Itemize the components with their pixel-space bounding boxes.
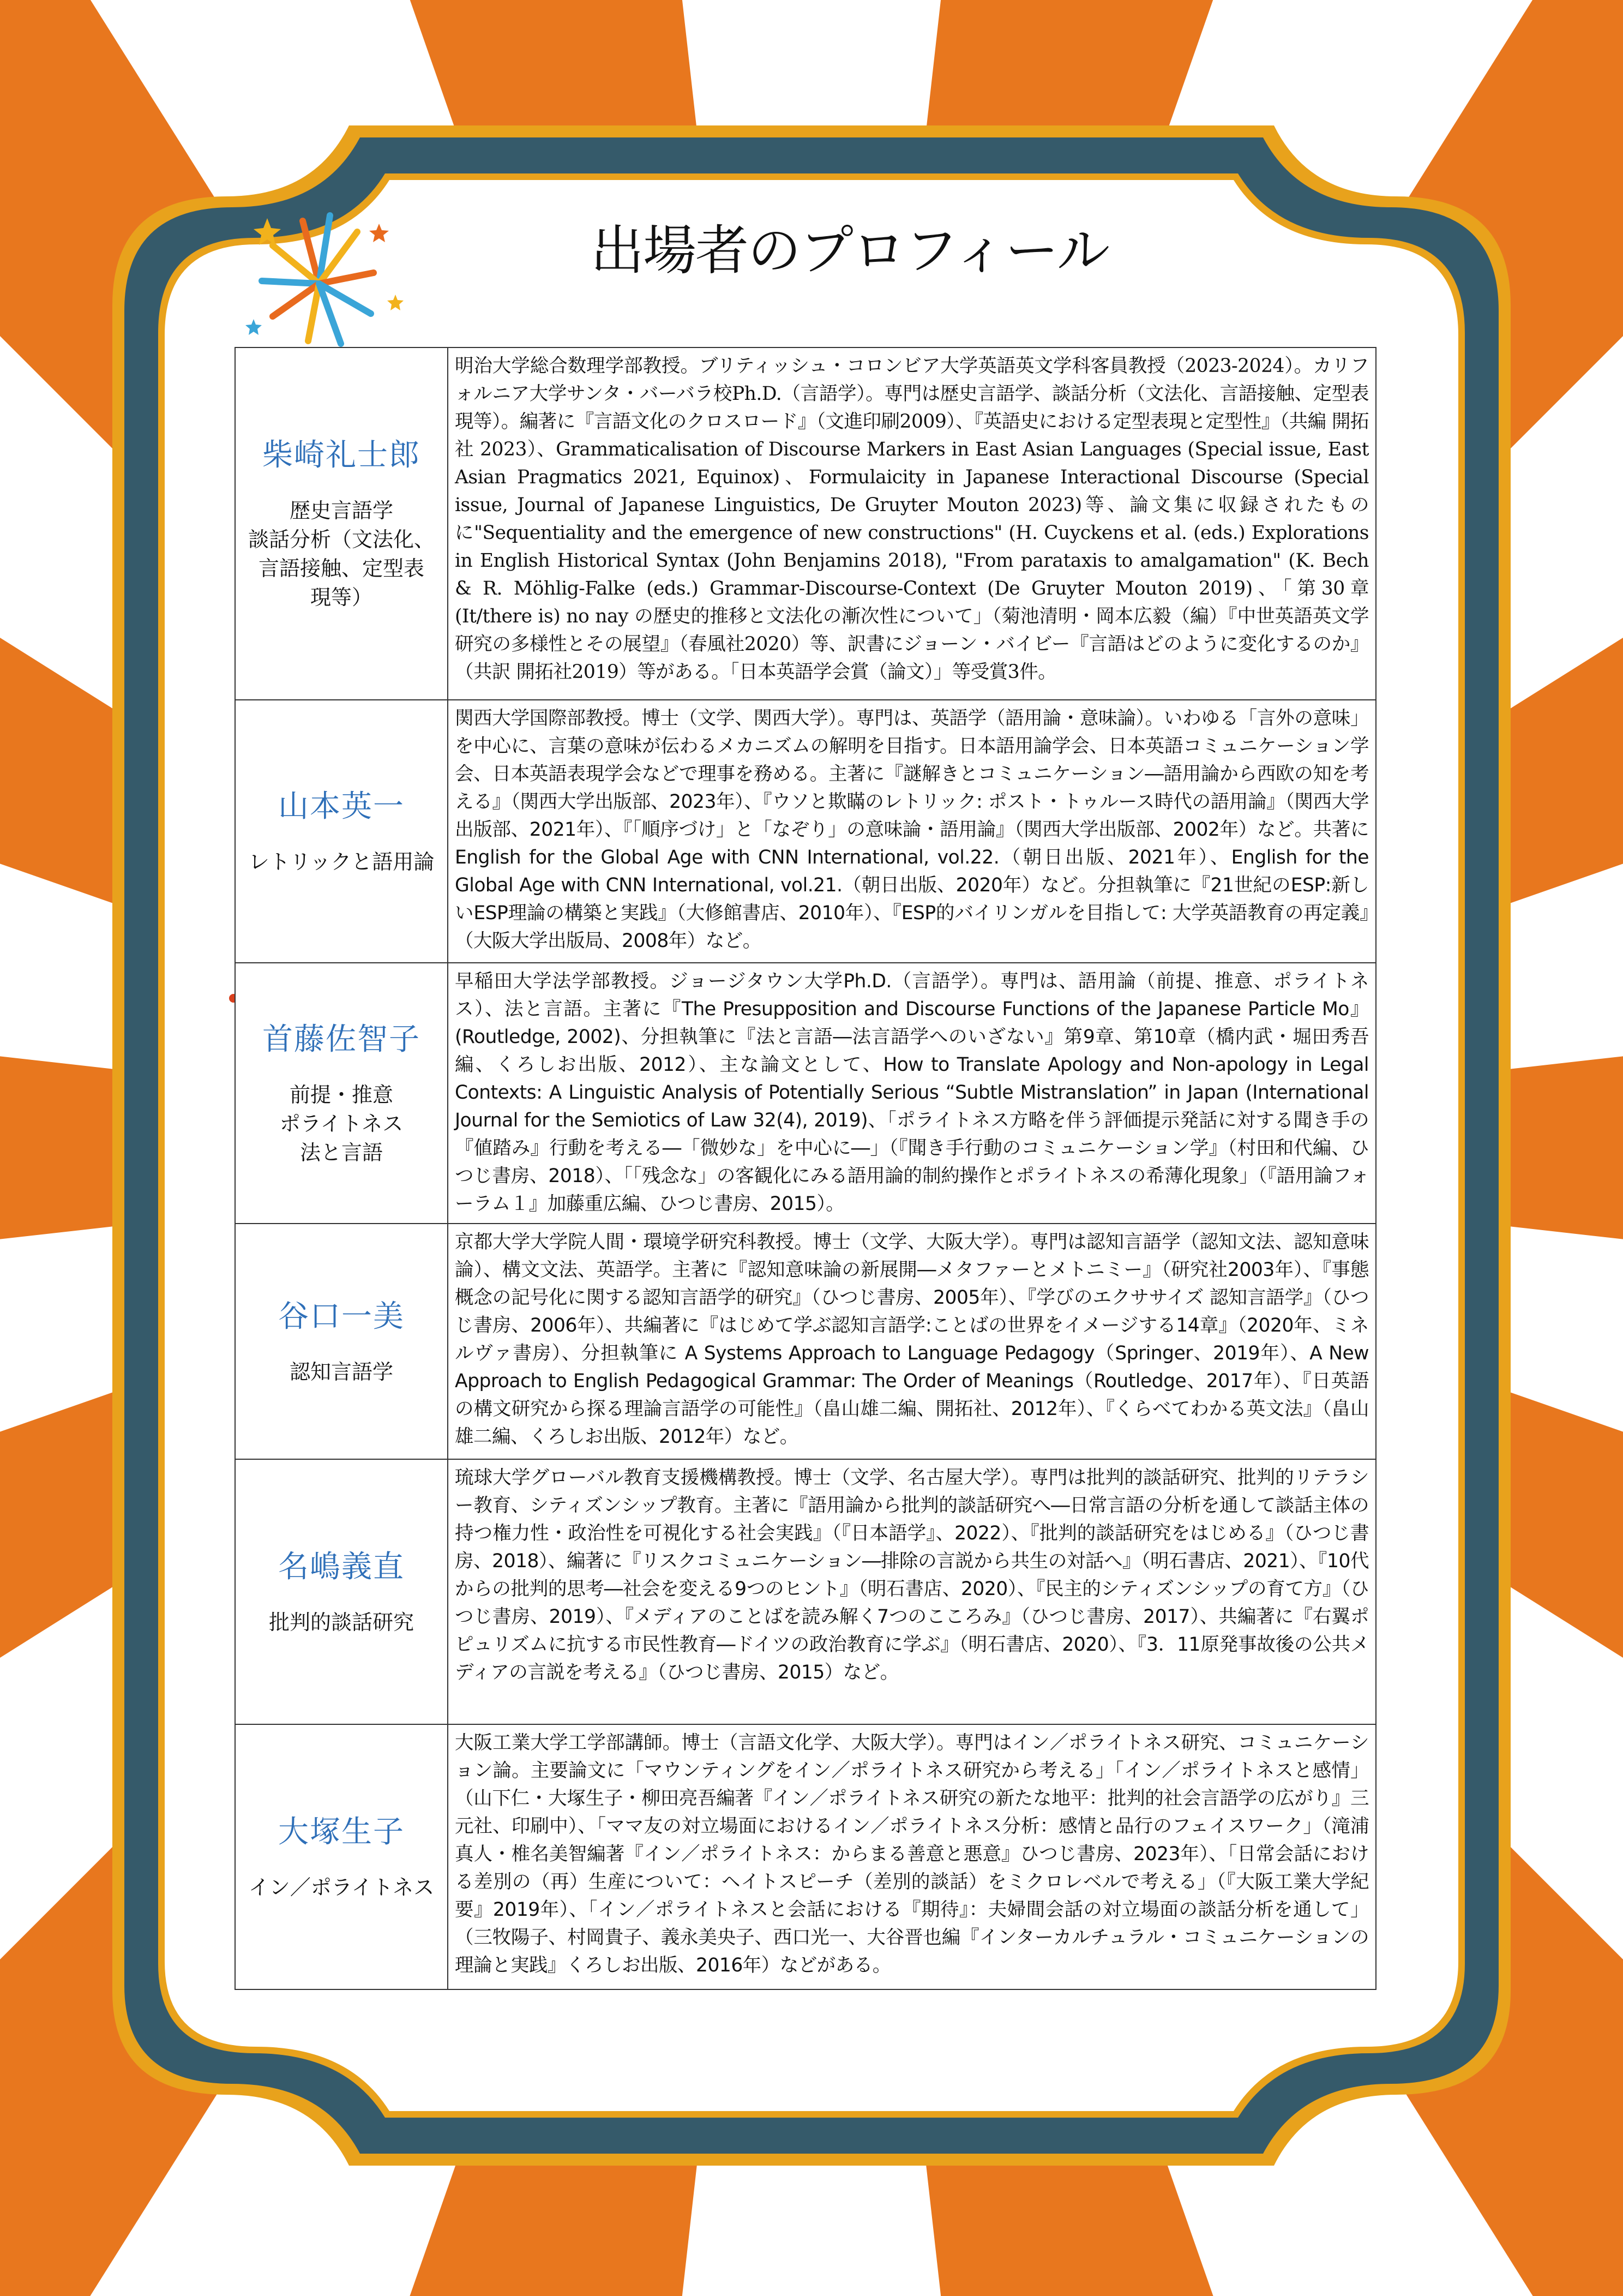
table-row <box>235 1459 1376 1724</box>
page-title: 出場者のプロフィール <box>591 220 1109 282</box>
biography: 大阪工業大学工学部講師。博士（言語文化学、大阪大学）。専門はイン／ポライトネス研究、コミュニケーション論。主要論文に「マウンティングをイン／ポライトネス研究から考える」「イン／ポライトネスと感情」（山下仁・大塚生子・柳田亮吾編著『イン／ポライトネス研究の新たな地平：批判的社会言語学の広がり』三元社、印刷中）、「ママ友の対立場面におけるイン／ポライトネス分析：感情と品行のフェイスワーク」（滝浦真人・椎名美智編著『イン／ポライトネス：からまる善意と悪意』ひつじ書房、2023年）、「日常会話における差別の（再）生産について：ヘイトスピーチ（差別的談話）をミクロレベルで考える」（『大阪工業大学紀要』2019年）、「イン／ポライトネスと会話における『期待』：夫婦間会話の対立場面の談話分析を通して」（三牧陽子、村岡貴子、義永美央子、西口光一、大谷晋也編『インターカルチュラル・コミュニケーションの理論と実践』くろしお出版、2016年）などがある。 <box>448 1724 1376 1989</box>
table-row <box>235 1724 1376 1989</box>
biography: 早稲田大学法学部教授。ジョージタウン大学Ph.D.（言語学）。専門は、語用論（前提、推意、ポライトネス）、法と言語。主著に『The Presupposition and Discourse Functions of the Japanese Particle Mo』(Routledge, 2002)、分担執筆に『法と言語―法言語学へのいざない』第9章、第10章（橋内武・堀田秀吾編、くろしお出版、2012）、主な論文として、How to Translate Apology and Non-apology in Legal Contexts: A Linguistic Analysis of Potentially Serious “Subtle Mistranslation” in Japan (International Journal for the Semiotics of Law 32(4), 2019)、「ポライトネス方略を伴う評価提示発話に対する聞き手の『値踏み』行動を考える―「微妙な」を中心に―」（『聞き手行動のコミュニケーション学』（村田和代編、ひつじ書房、2018）、「「残念な」の客観化にみる語用論的制約操作とポライトネスの希薄化現象」（『語用論フォーラム１』加藤重広編、ひつじ書房、2015）。 <box>448 963 1376 1224</box>
name-cell <box>235 1459 448 1724</box>
table-row <box>235 963 1376 1224</box>
person-name: 柴崎礼士郎 <box>262 437 420 473</box>
research-field: 前提・推意 ポライトネス 法と言語 <box>279 1082 404 1165</box>
profile-table <box>235 347 1376 1990</box>
research-field: 批判的談話研究 <box>268 1610 414 1634</box>
research-field: 認知言語学 <box>289 1359 393 1384</box>
name-cell <box>235 700 448 963</box>
research-field: イン／ポライトネス <box>248 1875 435 1899</box>
biography: 琉球大学グローバル教育支援機構教授。博士（文学、名古屋大学）。専門は批判的談話研究、批判的リテラシー教育、シティズンシップ教育。主著に『語用論から批判的談話研究へ―日常言語の分析を通して談話主体の持つ権力性・政治性を可視化する社会実践』（『日本語学』、2022）、『批判的談話研究をはじめる』（ひつじ書房、2018）、編著に『リスクコミュニケーション―排除の言説から共生の対話へ』（明石書店、2021）、『10代からの批判的思考―社会を変える9つのヒント』（明石書店、2020）、『民主的シティズンシップの育て方』（ひつじ書房、2019）、『メディアのことばを読み解く7つのこころみ』（ひつじ書房、2017）、共編著に『右翼ポピュリズムに抗する市民性教育―ドイツの政治教育に学ぶ』（明石書店、2020）、『3．11原発事故後の公共メディアの言説を考える』（ひつじ書房、2015）など。 <box>448 1459 1376 1724</box>
person-name: 谷口一美 <box>278 1298 405 1334</box>
person-name: 山本英一 <box>278 788 405 824</box>
research-field: レトリックと語用論 <box>248 849 435 874</box>
person-name: 大塚生子 <box>278 1814 405 1850</box>
biography: 京都大学大学院人間・環境学研究科教授。博士（文学、大阪大学）。専門は認知言語学（認知文法、認知意味論）、構文文法、英語学。主著に『認知意味論の新展開―メタファーとメトニミー』（研究社2003年）、『事態概念の記号化に関する認知言語学的研究』（ひつじ書房、2005年）、『学びのエクササイズ 認知言語学』（ひつじ書房、2006年）、共編著に『はじめて学ぶ認知言語学:ことばの世界をイメージする14章』（2020年、ミネルヴァ書房）、分担執筆に A Systems Approach to Language Pedagogy（Springer、2019年）、A New Approach to English Pedagogical Grammar: The Order of Meanings（Routledge、2017年）、『日英語の構文研究から探る理論言語学の可能性』（畠山雄二編、開拓社、2012年）、『くらべてわかる英文法』（畠山雄二編、くろしお出版、2012年）など。 <box>448 1224 1376 1459</box>
table-row <box>235 700 1376 963</box>
table-row <box>235 1224 1376 1459</box>
name-cell <box>235 1724 448 1989</box>
biography: 関西大学国際部教授。博士（文学、関西大学）。専門は、英語学（語用論・意味論）。いわゆる「言外の意味」を中心に、言葉の意味が伝わるメカニズムの解明を目指す。日本語用論学会、日本英語コミュニケーション学会、日本英語表現学会などで理事を務める。主著に『謎解きとコミュニケーション―語用論から西欧の知を考える』（関西大学出版部、2023年）、『ウソと欺瞞のレトリック: ポスト・トゥルース時代の語用論』（関西大学出版部、2021年）、『「順序づけ」と「なぞり」の意味論・語用論』（関西大学出版部、2002年）など。共著に English for the Global Age with CNN International, vol.22.（朝日出版、2021年）、English for the Global Age with CNN International, vol.21.（朝日出版、2020年）など。分担執筆に『21世紀のESP:新しいESP理論の構築と実践』（大修館書店、2010年）、『ESP的バイリンガルを目指して: 大学英語教育の再定義』（大阪大学出版局、2008年）など。 <box>448 700 1376 963</box>
person-name: 名嶋義直 <box>278 1549 405 1585</box>
name-cell <box>235 963 448 1224</box>
person-name: 首藤佐智子 <box>262 1021 420 1057</box>
research-field: 歴史言語学 談話分析（文法化、 言語接触、定型表 現等） <box>248 499 435 609</box>
name-cell <box>235 1224 448 1459</box>
biography: 明治大学総合数理学部教授。ブリティッシュ・コロンビア大学英語英文学科客員教授（2023-2024）。カリフォルニア大学サンタ・バーバラ校Ph.D.（言語学）。専門は歴史言語学、談話分析（文法化、言語接触、定型表現等）。編著に『言語文化のクロスロード』（文進印刷2009）、『英語史における定型表現と定型性』（共編 開拓社 2023）、Grammaticalisation of Discourse Markers in East Asian Languages (Special issue, East Asian Pragmatics 2021, Equinox)、Formulaicity in Japanese Interactional Discourse (Special issue, Journal of Japanese Linguistics, De Gruyter Mouton 2023)等、論文集に収録されたものに"Sequentiality and the emergence of new constructions" (H. Cuyckens et al. (eds.) Explorations in English Historical Syntax (John Benjamins 2018), "From parataxis to amalgamation" (K. Bech & R. Möhlig-Falke (eds.) Grammar-Discourse-Context (De Gruyter Mouton 2019)、「第30章 (It/there is) no nay の歴史的推移と文法化の漸次性について」（菊池清明・岡本広毅（編）『中世英語英文学研究の多様性とその展望』（春風社2020）等、訳書にジョーン・バイビー『言語はどのように変化するのか』（共訳 開拓社2019）等がある。「日本英語学会賞（論文）」等受賞3件。 <box>448 347 1376 700</box>
table-row <box>235 347 1376 700</box>
name-cell <box>235 347 448 700</box>
